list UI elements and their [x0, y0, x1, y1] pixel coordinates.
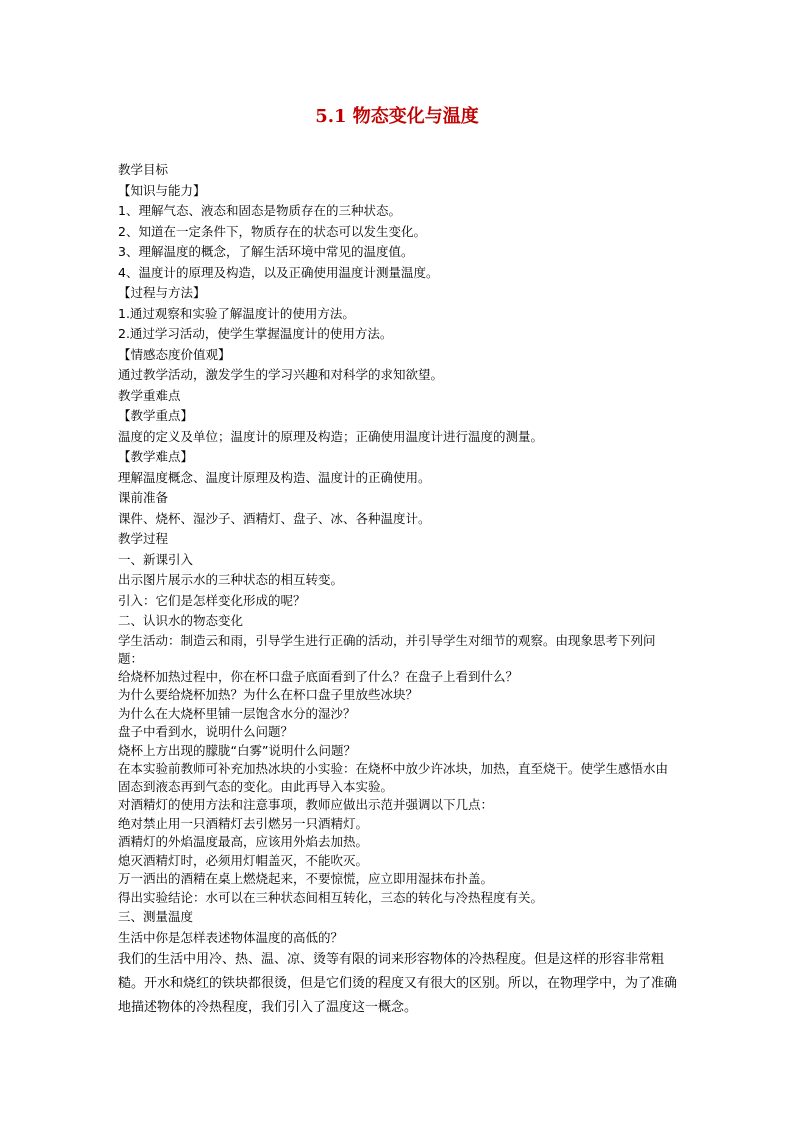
document-title: 5.1 物态变化与温度 [315, 106, 479, 127]
paragraph: 课件、烧杯、湿沙子、酒精灯、盘子、冰、各种温度计。 [118, 510, 431, 526]
list-item: 万一洒出的酒精在桌上燃烧起来，不要惊慌，应立即用湿抹布扑盖。 [118, 871, 494, 886]
section-heading-key-points: 教学重难点 [118, 387, 181, 403]
paragraph: 通过教学活动，激发学生的学习兴趣和对科学的求知欲望。 [118, 367, 444, 382]
question-item: 为什么要给烧杯加热？为什么在杯口盘子里放些冰块？ [118, 687, 419, 702]
paragraph: 温度的定义及单位；温度计的原理及构造；正确使用温度计进行温度的测量。 [118, 428, 544, 444]
list-item: 熄灭酒精灯时，必须用灯帽盖灭，不能吹灭。 [118, 852, 369, 868]
list-item: 4、温度计的原理及构造，以及正确使用温度计测量温度。 [118, 264, 439, 280]
paragraph: 我们的生活中用冷、热、温、凉、烫等有限的词来形容物体的冷热程度。但是这样的形容非常粗糙。开水和烧红的铁块都很烫，但是它们烫的程度又有很大的区别。所以，在物理学中，为了准确地描述物体的冷热程度，我们引入了温度这一概念。 [118, 952, 678, 1015]
paragraph: 生活中你是怎样表述物体温度的高低的？ [118, 929, 344, 945]
subheading-teaching-difficulty: 【教学难点】 [118, 449, 194, 464]
subheading-process-method: 【过程与方法】 [118, 285, 206, 300]
subheading-emotion-values: 【情感态度价值观】 [118, 346, 231, 362]
paragraph: 在本实验前教师可补充加热冰块的小实验：在烧杯中放少许冰块，加热，直至烧干。使学生感悟水由固态到液态再到气态的变化。由此再导入本实验。 [118, 761, 669, 794]
paragraph: 对酒精灯的使用方法和注意事项，教师应做出示范并强调以下几点： [118, 797, 494, 812]
section-heading-preparation: 课前准备 [118, 490, 169, 505]
section-heading-teaching-process: 教学过程 [118, 531, 169, 546]
question-item: 为什么在大烧杯里铺一层饱含水分的湿沙？ [118, 705, 356, 721]
list-item: 1、理解气态、液态和固态是物质存在的三种状态。 [118, 203, 401, 218]
subheading-teaching-focus: 【教学重点】 [118, 408, 194, 423]
subheading-measure-temperature: 三、测量温度 [118, 909, 194, 924]
paragraph: 出示图片展示水的三种状态的相互转变。 [118, 572, 344, 587]
list-item: 2.通过学习活动，使学生掌握温度计的使用方法。 [118, 326, 393, 341]
paragraph: 引入：它们是怎样变化形成的呢？ [118, 592, 306, 608]
paragraph: 理解温度概念、温度计原理及构造、温度计的正确使用。 [118, 469, 431, 485]
list-item: 1.通过观察和实验了解温度计的使用方法。 [118, 305, 355, 321]
subheading-knowledge-ability: 【知识与能力】 [118, 182, 206, 198]
list-item: 3、理解温度的概念，了解生活环境中常见的温度值。 [118, 244, 414, 259]
list-item: 酒精灯的外焰温度最高，应该用外焰去加热。 [118, 834, 369, 849]
list-item: 2、知道在一定条件下，物质存在的状态可以发生变化。 [118, 223, 426, 239]
subheading-new-lesson-intro: 一、新课引入 [118, 551, 194, 567]
subheading-water-state-change: 二、认识水的物态变化 [118, 613, 244, 628]
paragraph: 学生活动：制造云和雨，引导学生进行正确的活动，并引导学生对细节的观察。由现象思考下列问题： [118, 632, 656, 666]
section-heading-teaching-goals: 教学目标 [118, 162, 169, 177]
question-item: 给烧杯加热过程中，你在杯口盘子底面看到了什么？在盘子上看到什么？ [118, 668, 519, 684]
list-item: 绝对禁止用一只酒精灯去引燃另一只酒精灯。 [118, 815, 369, 831]
question-item: 盘子中看到水，说明什么问题？ [118, 724, 294, 739]
document-body [118, 160, 678, 1020]
paragraph: 得出实验结论：水可以在三种状态间相互转化，三态的转化与冷热程度有关。 [118, 889, 544, 905]
question-item: 烧杯上方出现的朦胧“白雾”说明什么问题？ [118, 742, 356, 758]
